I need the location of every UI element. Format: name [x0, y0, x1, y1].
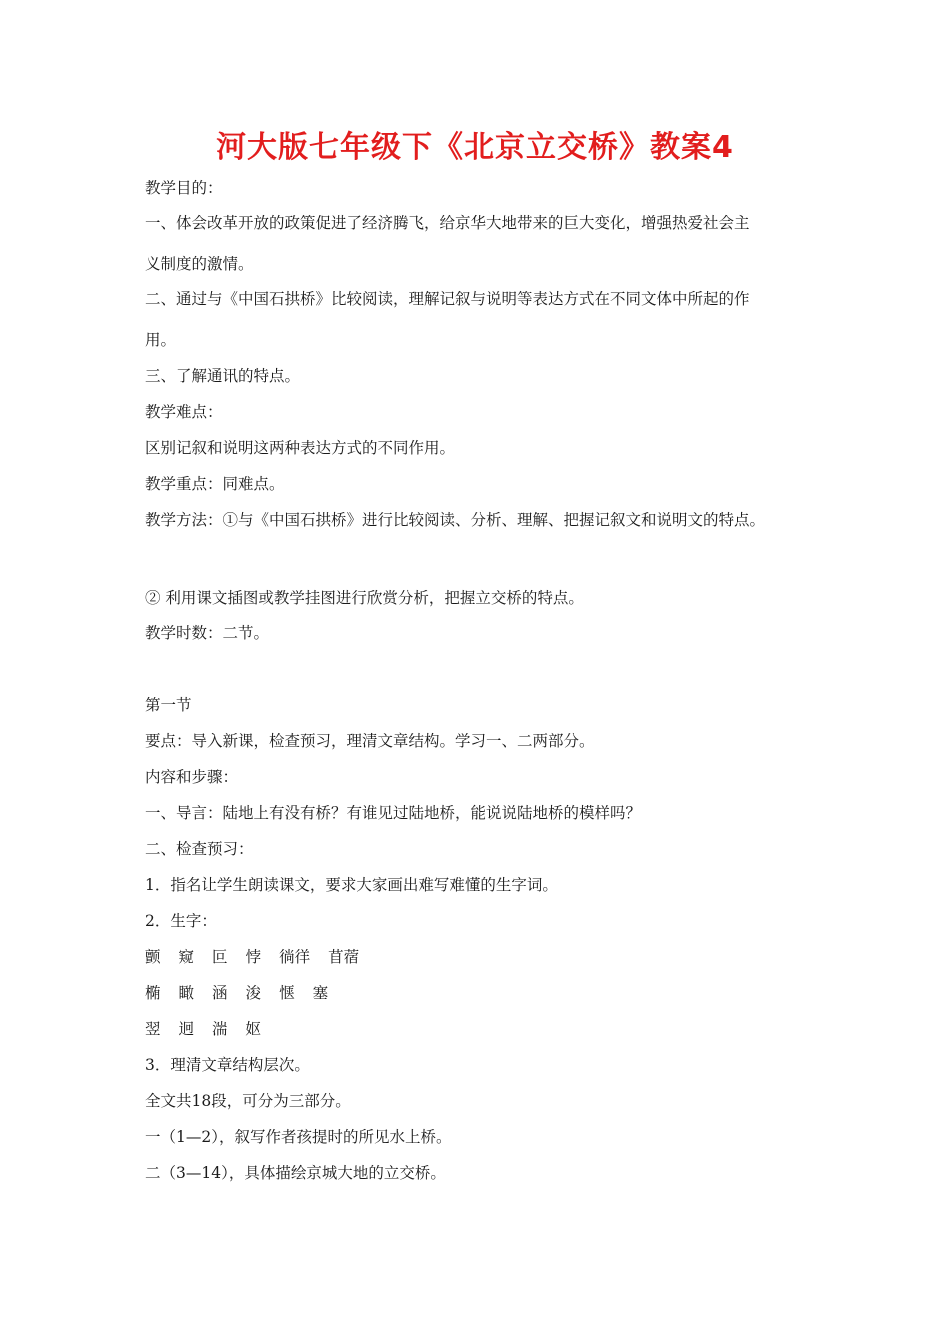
text-line: 三、了解通讯的特点。: [145, 367, 301, 385]
vocab-char: 颤: [145, 948, 161, 966]
text-line: 教学时数：二节。: [145, 624, 270, 642]
vocab-char: 窥: [178, 948, 195, 966]
vocab-char: 惬: [279, 984, 295, 1002]
text-line: 教学目的：: [145, 179, 223, 197]
text-line: 一、体会改革开放的政策促进了经济腾飞，给京华大地带来的巨大变化，增强热爱社会主: [145, 214, 750, 232]
vocab-char: 妪: [245, 1020, 262, 1038]
text-line: 用。: [145, 331, 177, 349]
text-line: 教学方法：①与《中国石拱桥》进行比较阅读、分析、理解、把握记叙文和说明文的特点。: [145, 511, 766, 529]
vocab-char: 瞰: [178, 984, 195, 1002]
text-line: 教学重点：同难点。: [145, 475, 285, 493]
vocab-char: 苜蓿: [328, 948, 360, 966]
vocab-row-1: [145, 946, 377, 968]
vocab-row-2: [145, 982, 346, 1004]
vocab-char: 湍: [212, 1020, 228, 1038]
text-line: 3．理清文章结构层次。: [145, 1056, 310, 1074]
text-line: 教学难点：: [145, 403, 223, 421]
text-line: 二、通过与《中国石拱桥》比较阅读，理解记叙与说明等表达方式在不同文体中所起的作: [145, 290, 750, 308]
text-line: 1．指名让学生朗读课文，要求大家画出难写难懂的生字词。: [145, 876, 558, 894]
vocab-char: 涵: [212, 984, 228, 1002]
vocab-char: 浚: [245, 984, 262, 1002]
text-line: 二（3—14），具体描绘京城大地的立交桥。: [145, 1164, 446, 1182]
text-line: 二、检查预习：: [145, 840, 254, 858]
text-line: 一（1—2），叙写作者孩提时的所见水上桥。: [145, 1128, 452, 1146]
text-line: 区别记叙和说明这两种表达方式的不同作用。: [145, 439, 456, 457]
vocab-char: 翌: [145, 1020, 161, 1038]
text-line: 2．生字：: [145, 912, 217, 930]
section-heading: 第一节: [145, 696, 192, 714]
vocab-char: 迥: [178, 1020, 195, 1038]
vocab-char: 椭: [145, 984, 161, 1002]
text-line: ② 利用课文插图或教学挂图进行欣赏分析，把握立交桥的特点。: [145, 589, 584, 607]
page-title: 河大版七年级下《北京立交桥》教案4: [216, 130, 734, 165]
text-line: 内容和步骤：: [145, 768, 239, 786]
text-line: 全文共18段，可分为三部分。: [145, 1092, 351, 1110]
text-line: 要点：导入新课，检查预习，理清文章结构。学习一、二两部分。: [145, 732, 595, 750]
vocab-char: 悖: [245, 948, 262, 966]
text-line: 一、导言：陆地上有没有桥？有谁见过陆地桥，能说说陆地桥的模样吗？: [145, 804, 642, 822]
vocab-row-3: [145, 1018, 279, 1040]
vocab-char: 徜徉: [279, 948, 311, 966]
vocab-char: 叵: [212, 948, 228, 966]
text-line: 义制度的激情。: [145, 255, 254, 273]
vocab-char: 塞: [312, 984, 329, 1002]
